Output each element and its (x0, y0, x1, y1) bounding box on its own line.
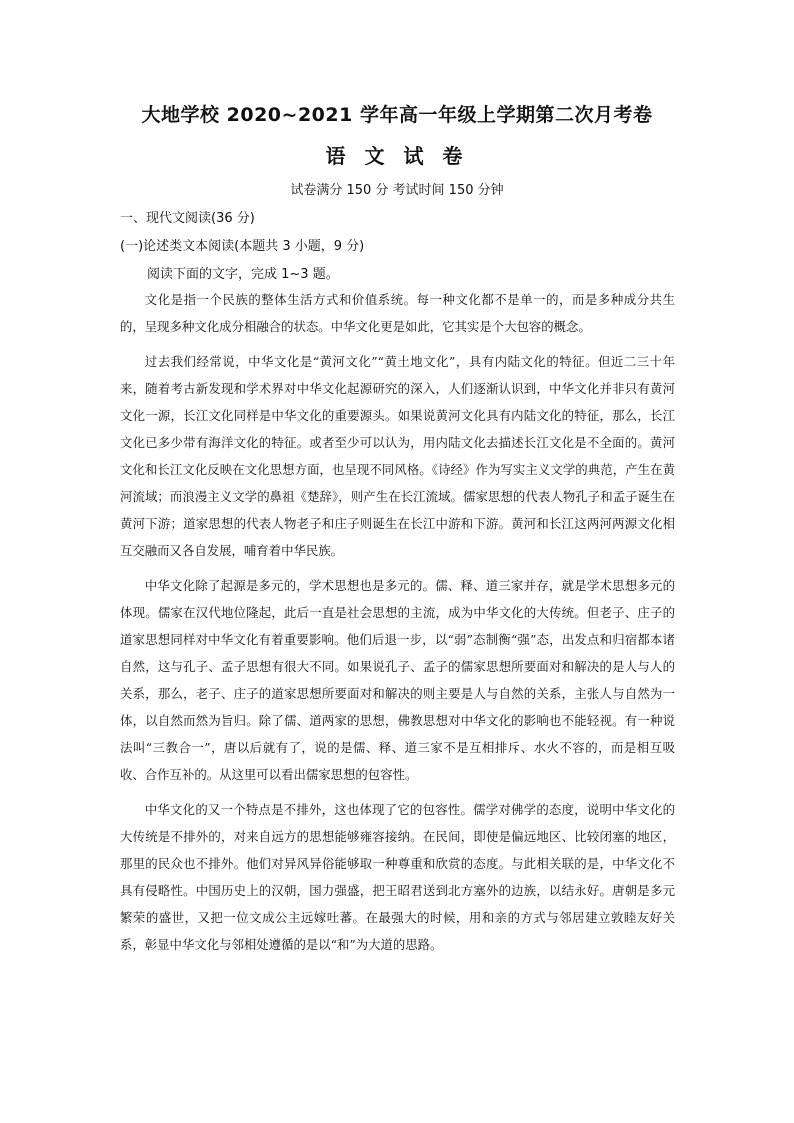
passage-paragraph-1: 文化是指一个民族的整体生活方式和价值系统。每一种文化都不是单一的，而是多种成分共生的，呈现多种文化成分相融合的状态。中华文化更是如此，它其实是个大包容的概念。 (120, 292, 675, 334)
passage-paragraph-4: 中华文化的又一个特点是不排外，这也体现了它的包容性。儒学对佛学的态度，说明中华文化的大传统是不排外的，对来自远方的思想能够雍容接纳。在民间，即使是偏远地区、比较闭塞的地区，那里的民众也不排外。他们对异风异俗能够取一种尊重和欣赏的态度。与此相关联的是，中华文化不具有侵略性。中国历史上的汉朝，国力强盛，把王昭君送到北方塞外的边族，以结永好。唐朝是多元繁荣的盛世，又把一位文成公主远嫁吐蕃。在最强大的时候，用和亲的方式与邻居建立敦睦友好关系，彰显中华文化与邻相处遵循的是以“和”为大道的思路。 (120, 802, 675, 952)
passage-paragraph-3: 中华文化除了起源是多元的，学术思想也是多元的。儒、释、道三家并存，就是学术思想多元的体现。儒家在汉代地位隆起，此后一直是社会思想的主流，成为中华文化的大传统。但老子、庄子的道家思想同样对中华文化有着重要影响。他们后退一步，以“弱”态制衡“强”态，出发点和归宿都本诸自然，这与孔子、孟子思想有很大不同。如果说孔子、孟子的儒家思想所要面对和解决的是人与人的关系，那么，老子、庄子的道家思想所要面对和解决的则主要是人与自然的关系，主张人与自然为一体，以自然而然为旨归。除了儒、道两家的思想，佛教思想对中华文化的影响也不能轻视。有一种说法叫“三教合一”，唐以后就有了，说的是儒、释、道三家不是互相排斥、水火不容的，而是相互吸收、合作互补的。从这里可以看出儒家思想的包容性。 (120, 578, 675, 782)
exam-title: 大地学校 2020~2021 学年高一年级上学期第二次月考卷 (141, 104, 653, 126)
exam-info: 试卷满分 150 分 考试时间 150 分钟 (290, 183, 504, 198)
reading-instruction: 阅读下面的文字，完成 1~3 题。 (147, 267, 339, 282)
section-heading: 一、现代文阅读(36 分) (120, 211, 255, 226)
passage-paragraph-2: 过去我们经常说，中华文化是“黄河文化”“黄土地文化”，具有内陆文化的特征。但近二三十年来，随着考古新发现和学术界对中华文化起源研究的深入，人们逐渐认识到，中华文化并非只有黄河文化一源，长江文化同样是中华文化的重要源头。如果说黄河文化具有内陆文化的特征，那么，长江文化已多少带有海洋文化的特征。或者至少可以认为，用内陆文化去描述长江文化是不全面的。黄河文化和长江文化反映在文化思想方面，也呈现不同风格。《诗经》作为写实主义文学的典范，产生在黄河流域；而浪漫主义文学的鼻祖《楚辞》，则产生在长江流域。儒家思想的代表人物孔子和孟子诞生在黄河下游；道家思想的代表人物老子和庄子则诞生在长江中游和下游。黄河和长江这两河两源文化相互交融而又各自发展，哺育着中华民族。 (120, 354, 675, 558)
section-subheading: (一)论述类文本阅读(本题共 3 小题，9 分) (120, 239, 365, 254)
exam-subject-title: 语 文 试 卷 (325, 144, 469, 168)
reading-passage (120, 286, 675, 958)
